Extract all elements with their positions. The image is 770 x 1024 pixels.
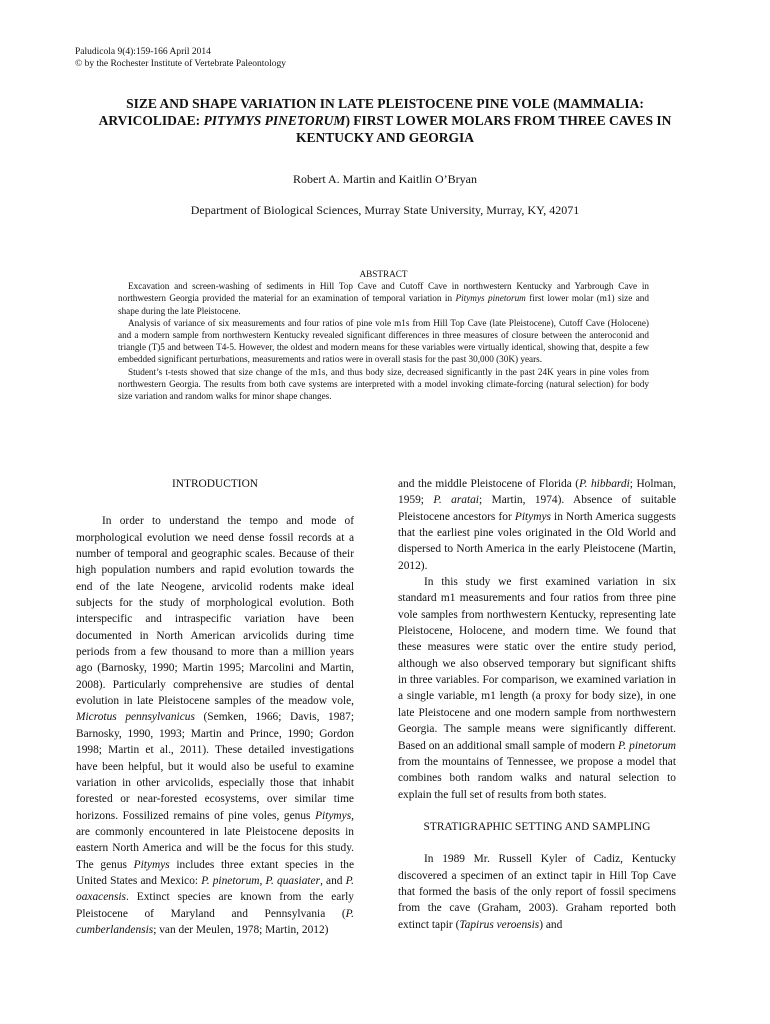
title-species: PITYMYS PINETORUM (203, 113, 346, 128)
abstract (118, 268, 649, 402)
stratigraphic-heading: STRATIGRAPHIC SETTING AND SAMPLING (423, 820, 651, 833)
journal-header (75, 46, 286, 70)
intro-paragraph-1-continued: and the middle Pleistocene of Florida (P. hibbardi; Holman, 1959; P. aratai; Martin, 1974). Absence of suitable Pleistocene ancestors for Pitymys in North America suggests that the earliest pine voles originated in the Old World and dispersed to North America in the early Pleistocene (Martin, 2012). (398, 478, 676, 572)
abstract-heading: ABSTRACT (359, 269, 408, 279)
copyright-line: © by the Rochester Institute of Vertebrate Paleontology (75, 59, 286, 69)
citation-line: Paludicola 9(4):159-166 April 2014 (75, 47, 211, 57)
abstract-paragraph-1: Excavation and screen-washing of sediments in Hill Top Cave and Cutoff Cave in northwestern Kentucky and Yarbrough Cave in northwestern Georgia provided the material for an examination of temporal variation in Pitymys pinetorum first lower molar (m1) size and shape during the late Pleistocene. (118, 281, 649, 316)
right-column (398, 476, 676, 933)
paper-title (60, 95, 710, 146)
title-line-3: KENTUCKY AND GEORGIA (295, 130, 475, 145)
title-line-1: SIZE AND SHAPE VARIATION IN LATE PLEISTOCENE PINE VOLE (MAMMALIA: (126, 96, 644, 111)
authors: Robert A. Martin and Kaitlin O’Bryan (293, 172, 477, 186)
strat-paragraph-1: In 1989 Mr. Russell Kyler of Cadiz, Kentucky discovered a specimen of an extinct tapir in Hill Top Cave that formed the basis of the only report of fossil specimens from the cave (Graham, 2003). Graham reported both extinct tapir (Tapirus veroensis) and (398, 853, 676, 931)
intro-paragraph-2: In this study we first examined variation in six standard m1 measurements and four ratios from three pine vole samples from northwestern Kentucky, representing late Pleistocene, Holocene, and modern time. We found that these measures were static over the entire study period, although we also observed temporary but significant shifts in three variables. For comparison, we examined variation in a single variable, m1 length (a proxy for body size), in one late Pleistocene and one modern sample from northwestern Georgia. The sample means were significantly different. Based on an additional small sample of modern P. pinetorum from the mountains of Tennessee, we propose a model that combines both random walks and natural selection to explain the full set of results from both states. (398, 576, 676, 801)
introduction-heading: INTRODUCTION (171, 478, 259, 490)
title-line-2 (60, 112, 710, 129)
intro-paragraph-1: In order to understand the tempo and mode of morphological evolution we need dense fossil records at a number of temporal and geographic scales. Because of their high population numbers and rapid evolution towards the end of the late Neogene, arvicolid rodents make ideal subjects for the study of morphological evolution. Both interspecific and intraspecific variation have been documented in North American arvicolids during time periods from a few thousand to more than a million years ago (Barnosky, 1990; Martin 1995; Marcolini and Martin, 2008). Particularly comprehensive are studies of dental evolution in late Pleistocene samples of the meadow vole, Microtus pennsylvanicus (Semken, 1966; Davis, 1987; Barnosky, 1990, 1993; Martin and Prince, 1990; Gordon 1998; Martin et al., 2011). These detailed investigations have been helpful, but it would also be useful to examine variation in other arvicolids, especially those that inhabit forested or near-forested ecosystems, over similar time horizons. Fossilized remains of pine voles, genus Pitymys, are commonly encountered in late Pleistocene deposits in eastern North America and will be the focus for this study. The genus Pitymys includes three extant species in the United States and Mexico: P. pinetorum, P. quasiater, and P. oaxacensis. Extinct species are known from the early Pleistocene of Maryland and Pennsylvania (P. cumberlandensis; van der Meulen, 1978; Martin, 2012) (76, 515, 354, 936)
left-column (76, 476, 354, 938)
title-line-2-pre: ARVICOLIDAE: (98, 113, 204, 128)
abstract-paragraph-3: Student’s t-tests showed that size change of the m1s, and thus body size, decreased significantly in the past 24K years in pine voles from northwestern Georgia. The results from both cave systems are interpreted with a model invoking climate-forcing (natural selection) for body size variation and random walks for minor shape changes. (118, 366, 649, 402)
title-line-2-post: ) FIRST LOWER MOLARS FROM THREE CAVES IN (345, 113, 672, 128)
affiliation: Department of Biological Sciences, Murray State University, Murray, KY, 42071 (190, 203, 580, 217)
abstract-paragraph-2: Analysis of variance of six measurements and four ratios of pine vole m1s from Hill Top Cave (late Pleistocene), Cutoff Cave (Holocene) and a modern sample from northwestern Kentucky revealed significant differences in three measures of closure between the anteroconid and triangle (T)5 and between T4-5. However, the oldest and modern means for these variables were virtually identical, showing that, despite a few embedded significant perturbations, measurements and ratios were in overall stasis for the past 30,000 (30K) years. (118, 317, 649, 365)
